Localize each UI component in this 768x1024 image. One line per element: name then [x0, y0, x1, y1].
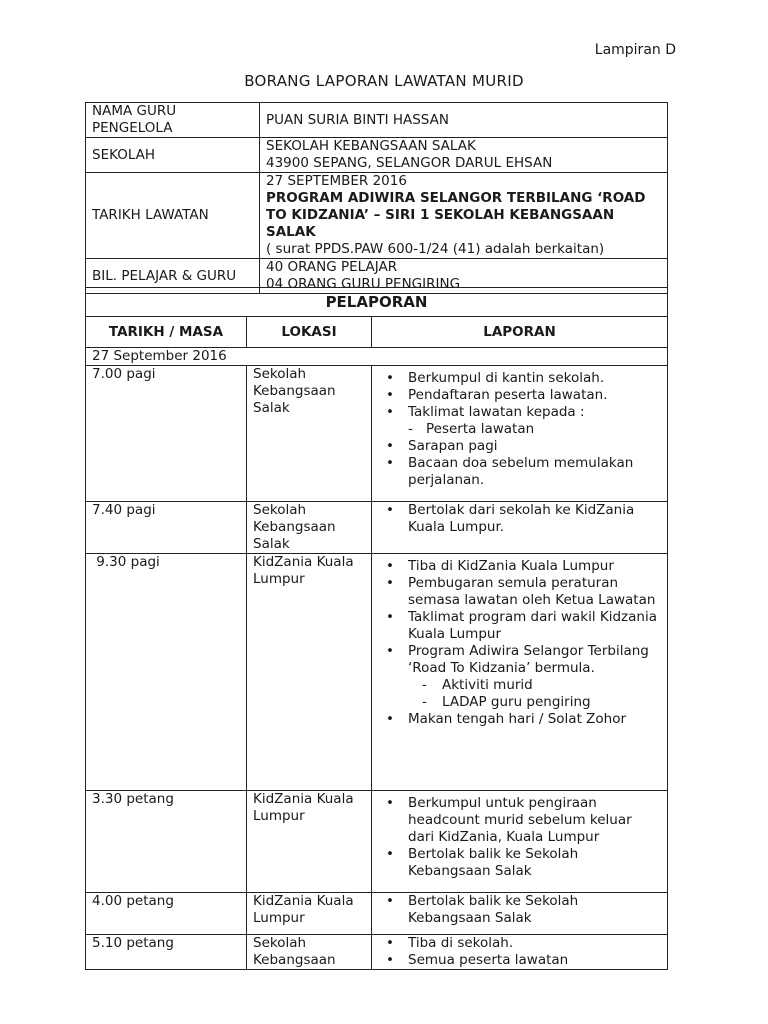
list-item: • Taklimat program dari wakil Kidzania Kuala Lumpur [378, 609, 661, 643]
report-list [378, 554, 661, 728]
location-cell: Sekolah Kebangsaan [247, 935, 372, 970]
nama-guru-value: PUAN SURIA BINTI HASSAN [260, 103, 668, 138]
report-list [378, 502, 661, 536]
tarikh-surat: ( surat PPDS.PAW 600-1/24 (41) adalah berkaitan) [266, 241, 605, 257]
list-item: • Semua peserta lawatan [378, 952, 661, 969]
nama-guru-label: NAMA GURU PENGELOLA [86, 103, 260, 138]
list-item: • Program Adiwira Selangor Terbilang [378, 643, 661, 660]
table-row [86, 554, 668, 791]
sekolah-label: SEKOLAH [86, 138, 260, 173]
table-row [86, 893, 668, 935]
time-cell: 5.10 petang [86, 935, 247, 970]
tarikh-value [260, 173, 668, 259]
list-item: • Bertolak balik ke Sekolah Kebangsaan Salak [378, 846, 661, 880]
annex-label: Lampiran D [594, 42, 676, 58]
page-title: BORANG LAPORAN LAWATAN MURID [244, 72, 524, 90]
report-list [378, 791, 661, 880]
list-item: • Bertolak dari sekolah ke KidZania Kuala Lumpur. [378, 502, 661, 536]
bil-line2: 04 ORANG GURU PENGIRING [266, 276, 461, 292]
sekolah-value [260, 138, 668, 173]
list-item-continuation: ‘Road To Kidzania’ bermula. [408, 660, 595, 676]
time-cell: 3.30 petang [86, 791, 247, 893]
col-header-lokasi: LOKASI [247, 317, 372, 348]
report-cell [372, 554, 668, 791]
report-cell [372, 935, 668, 970]
bil-label: BIL. PELAJAR & GURU [86, 259, 260, 294]
table-row [86, 935, 668, 970]
list-item: • Bertolak balik ke Sekolah Kebangsaan Salak [378, 893, 661, 927]
time-cell: 4.00 petang [86, 893, 247, 935]
time-cell: 7.40 pagi [86, 502, 247, 554]
report-cell [372, 366, 668, 502]
info-row-guru [86, 103, 668, 138]
location-cell: KidZania Kuala Lumpur [247, 893, 372, 935]
list-subitem: - Peserta lawatan [378, 421, 661, 438]
date-row [86, 348, 668, 366]
list-item: • Makan tengah hari / Solat Zohor [378, 711, 661, 728]
table-row [86, 502, 668, 554]
report-header-row [86, 317, 668, 348]
info-table [85, 102, 668, 294]
bil-line1: 40 ORANG PELAJAR [266, 259, 398, 275]
list-item: • Sarapan pagi [378, 438, 661, 455]
report-table [85, 287, 668, 970]
col-header-tarikh: TARIKH / MASA [86, 317, 247, 348]
report-heading-row [86, 288, 668, 317]
list-item: • Pembugaran semula peraturan semasa lawatan oleh Ketua Lawatan [378, 575, 661, 609]
report-cell [372, 791, 668, 893]
list-item: • Bacaan doa sebelum memulakan perjalanan. [378, 455, 661, 489]
list-item: • Pendaftaran peserta lawatan. [378, 387, 661, 404]
report-cell [372, 893, 668, 935]
report-cell [372, 502, 668, 554]
location-cell: KidZania Kuala Lumpur [247, 554, 372, 791]
tarikh-label: TARIKH LAWATAN [86, 173, 260, 259]
time-cell: 9.30 pagi [86, 554, 247, 791]
report-list [378, 893, 661, 927]
date-cell: 27 September 2016 [86, 348, 668, 366]
list-subitem: - Aktiviti murid [378, 677, 661, 694]
report-list [378, 366, 661, 489]
location-cell: Sekolah Kebangsaan Salak [247, 366, 372, 502]
info-row-sekolah [86, 138, 668, 173]
list-subitem: - LADAP guru pengiring [378, 694, 661, 711]
col-header-laporan: LAPORAN [372, 317, 668, 348]
list-item: • Berkumpul untuk pengiraan headcount murid sebelum keluar dari KidZania, Kuala Lumpur [378, 795, 661, 846]
report-list [378, 935, 661, 969]
sekolah-line2: 43900 SEPANG, SELANGOR DARUL EHSAN [266, 155, 553, 171]
sekolah-line1: SEKOLAH KEBANGSAAN SALAK [266, 138, 476, 154]
location-cell: KidZania Kuala Lumpur [247, 791, 372, 893]
list-item: • Tiba di sekolah. [378, 935, 661, 952]
report-heading: PELAPORAN [86, 288, 668, 317]
list-item: • Tiba di KidZania Kuala Lumpur [378, 558, 661, 575]
table-row [86, 791, 668, 893]
tarikh-program: PROGRAM ADIWIRA SELANGOR TERBILANG ‘ROAD TO KIDZANIA’ – SIRI 1 SEKOLAH KEBANGSAAN SALAK [266, 190, 646, 240]
tarikh-date: 27 SEPTEMBER 2016 [266, 173, 407, 189]
table-row [86, 366, 668, 502]
time-cell: 7.00 pagi [86, 366, 247, 502]
info-row-tarikh [86, 173, 668, 259]
location-cell: Sekolah Kebangsaan Salak [247, 502, 372, 554]
list-item: • Berkumpul di kantin sekolah. [378, 370, 661, 387]
list-item: • Taklimat lawatan kepada : [378, 404, 661, 421]
